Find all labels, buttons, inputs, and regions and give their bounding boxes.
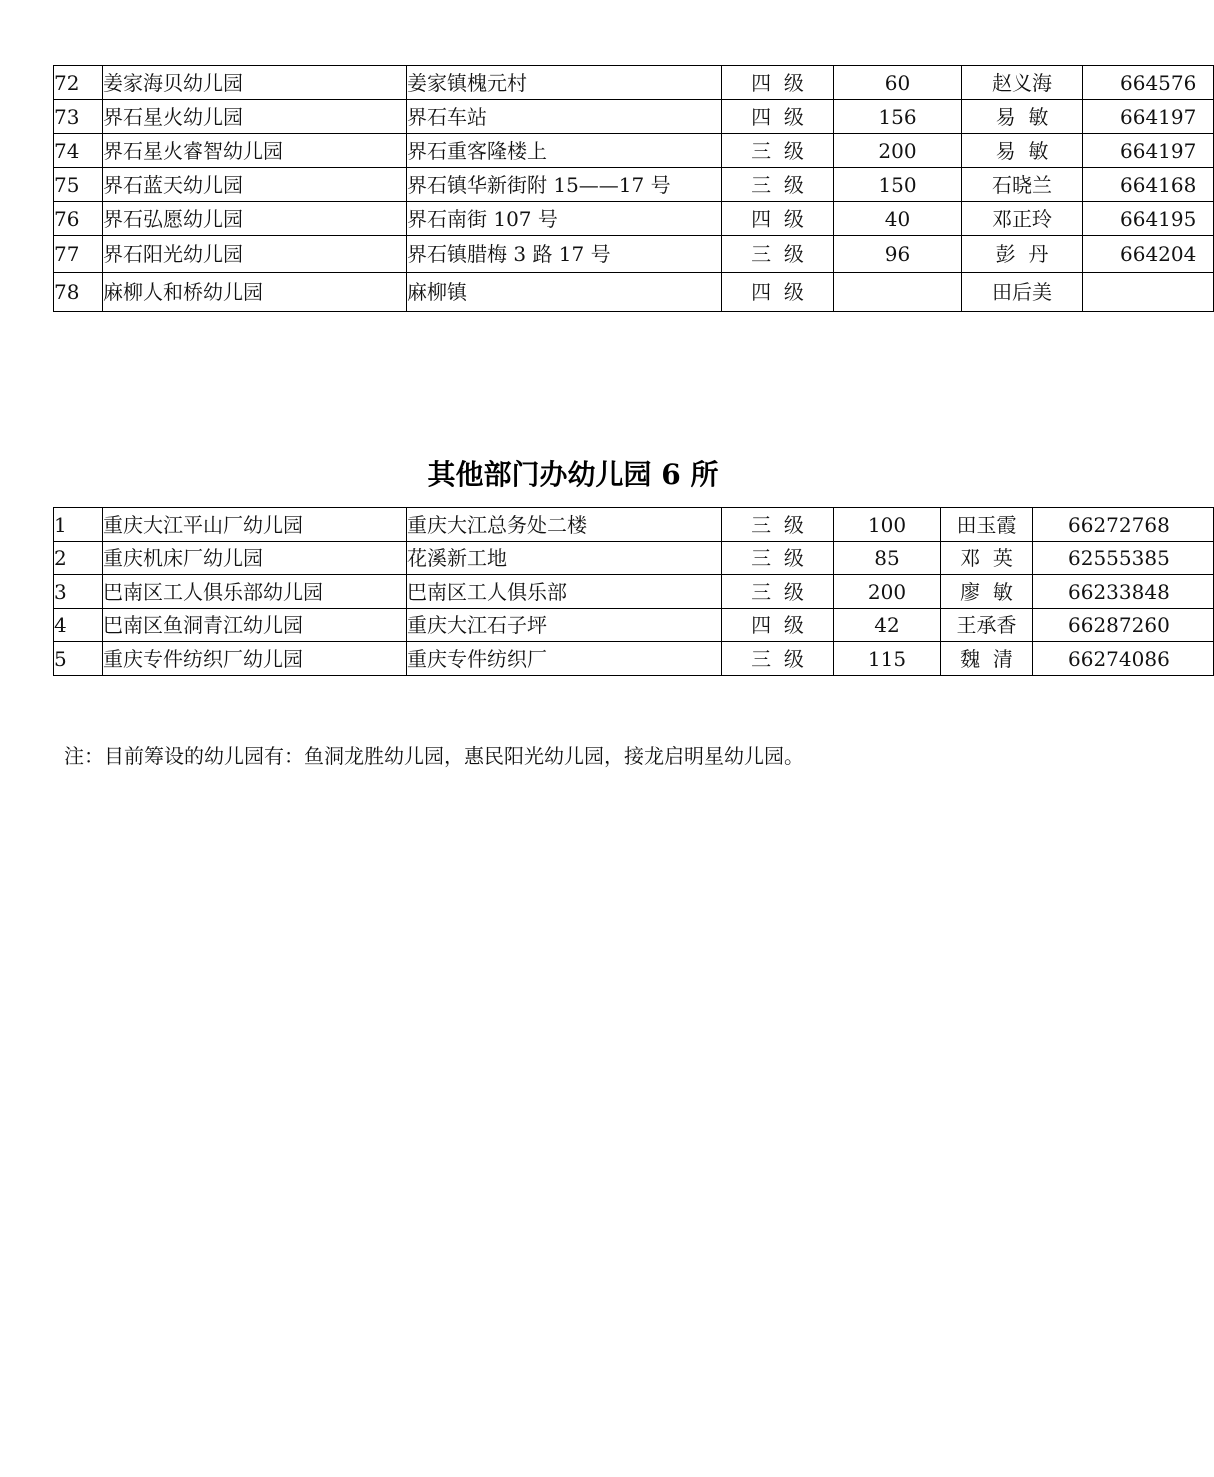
principal-name: 邓 英 (941, 542, 1033, 575)
kindergarten-address: 巴南区工人俱乐部 (407, 575, 722, 609)
kindergarten-name: 重庆专件纺织厂幼儿园 (103, 642, 407, 676)
kindergarten-grade: 三 级 (722, 168, 834, 202)
row-number: 5 (54, 642, 103, 676)
enrollment-count: 42 (834, 609, 941, 642)
kindergarten-name: 界石弘愿幼儿园 (103, 202, 407, 236)
table-row (54, 168, 1214, 202)
table-row (54, 508, 1214, 542)
kindergarten-grade: 四 级 (722, 273, 834, 312)
kindergarten-grade: 三 级 (722, 575, 834, 609)
kindergarten-name: 巴南区工人俱乐部幼儿园 (103, 575, 407, 609)
kindergarten-address: 界石南街 107 号 (407, 202, 722, 236)
kindergarten-grade: 三 级 (722, 508, 834, 542)
row-number: 2 (54, 542, 103, 575)
kindergarten-table-continued (53, 65, 1214, 312)
phone-number: 66287260 (1033, 609, 1214, 642)
enrollment-count: 150 (834, 168, 962, 202)
table-row (54, 236, 1214, 273)
kindergarten-grade: 三 级 (722, 542, 834, 575)
footnote: 注：目前筹设的幼儿园有：鱼洞龙胜幼儿园，惠民阳光幼儿园，接龙启明星幼儿园。 (64, 744, 804, 768)
enrollment-count: 156 (834, 100, 962, 134)
kindergarten-address: 重庆大江总务处二楼 (407, 508, 722, 542)
row-number: 74 (54, 134, 103, 168)
row-number: 4 (54, 609, 103, 642)
kindergarten-grade: 三 级 (722, 236, 834, 273)
enrollment-count: 40 (834, 202, 962, 236)
kindergarten-name: 界石阳光幼儿园 (103, 236, 407, 273)
phone-number: 664195 (1083, 202, 1214, 236)
row-number: 77 (54, 236, 103, 273)
enrollment-count: 200 (834, 134, 962, 168)
other-department-kindergarten-table (53, 507, 1214, 676)
table-row (54, 575, 1214, 609)
enrollment-count: 96 (834, 236, 962, 273)
enrollment-count (834, 273, 962, 312)
kindergarten-name: 界石星火睿智幼儿园 (103, 134, 407, 168)
phone-number: 66233848 (1033, 575, 1214, 609)
kindergarten-grade: 四 级 (722, 100, 834, 134)
kindergarten-name: 重庆机床厂幼儿园 (103, 542, 407, 575)
row-number: 73 (54, 100, 103, 134)
kindergarten-name: 重庆大江平山厂幼儿园 (103, 508, 407, 542)
kindergarten-address: 重庆大江石子坪 (407, 609, 722, 642)
kindergarten-address: 重庆专件纺织厂 (407, 642, 722, 676)
principal-name: 魏 清 (941, 642, 1033, 676)
kindergarten-name: 麻柳人和桥幼儿园 (103, 273, 407, 312)
kindergarten-grade: 三 级 (722, 642, 834, 676)
phone-number: 66274086 (1033, 642, 1214, 676)
phone-number: 62555385 (1033, 542, 1214, 575)
row-number: 76 (54, 202, 103, 236)
row-number: 78 (54, 273, 103, 312)
kindergarten-grade: 四 级 (722, 66, 834, 100)
principal-name: 田玉霞 (941, 508, 1033, 542)
enrollment-count: 100 (834, 508, 941, 542)
phone-number: 664168 (1083, 168, 1214, 202)
kindergarten-name: 界石星火幼儿园 (103, 100, 407, 134)
table-row (54, 609, 1214, 642)
kindergarten-name: 巴南区鱼洞青江幼儿园 (103, 609, 407, 642)
principal-name: 易 敏 (962, 134, 1083, 168)
phone-number: 664197 (1083, 100, 1214, 134)
row-number: 1 (54, 508, 103, 542)
kindergarten-address: 姜家镇槐元村 (407, 66, 722, 100)
section-title: 其他部门办幼儿园 6 所 (427, 458, 719, 491)
kindergarten-grade: 三 级 (722, 134, 834, 168)
kindergarten-name: 界石蓝天幼儿园 (103, 168, 407, 202)
phone-number (1083, 273, 1214, 312)
table-row (54, 273, 1214, 312)
principal-name: 易 敏 (962, 100, 1083, 134)
kindergarten-address: 界石镇腊梅 3 路 17 号 (407, 236, 722, 273)
row-number: 3 (54, 575, 103, 609)
enrollment-count: 60 (834, 66, 962, 100)
row-number: 75 (54, 168, 103, 202)
kindergarten-address: 界石重客隆楼上 (407, 134, 722, 168)
row-number: 72 (54, 66, 103, 100)
phone-number: 66272768 (1033, 508, 1214, 542)
principal-name: 邓正玲 (962, 202, 1083, 236)
principal-name: 赵义海 (962, 66, 1083, 100)
table-row (54, 642, 1214, 676)
kindergarten-address: 界石镇华新街附 15——17 号 (407, 168, 722, 202)
principal-name: 王承香 (941, 609, 1033, 642)
principal-name: 彭 丹 (962, 236, 1083, 273)
table-row (54, 100, 1214, 134)
table-row (54, 542, 1214, 575)
table-row (54, 202, 1214, 236)
table-row (54, 134, 1214, 168)
kindergarten-grade: 四 级 (722, 202, 834, 236)
kindergarten-grade: 四 级 (722, 609, 834, 642)
phone-number: 664197 (1083, 134, 1214, 168)
enrollment-count: 85 (834, 542, 941, 575)
principal-name: 廖 敏 (941, 575, 1033, 609)
kindergarten-address: 麻柳镇 (407, 273, 722, 312)
kindergarten-address: 界石车站 (407, 100, 722, 134)
phone-number: 664576 (1083, 66, 1214, 100)
kindergarten-address: 花溪新工地 (407, 542, 722, 575)
enrollment-count: 115 (834, 642, 941, 676)
kindergarten-name: 姜家海贝幼儿园 (103, 66, 407, 100)
phone-number: 664204 (1083, 236, 1214, 273)
principal-name: 田后美 (962, 273, 1083, 312)
principal-name: 石晓兰 (962, 168, 1083, 202)
enrollment-count: 200 (834, 575, 941, 609)
table-row (54, 66, 1214, 100)
